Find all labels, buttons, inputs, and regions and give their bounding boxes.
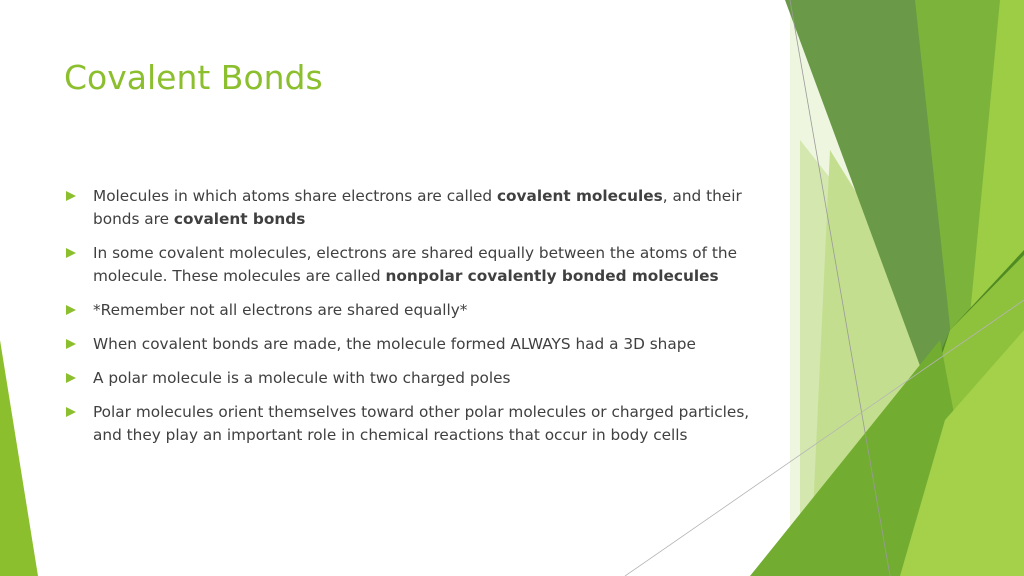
triangle-right-icon xyxy=(66,339,76,349)
bullet-text: When covalent bonds are made, the molecule formed ALWAYS had a 3D shape xyxy=(93,335,696,353)
bullet-text: Molecules in which atoms share electrons are called xyxy=(93,187,497,205)
bullet-text: In some covalent molecules, electrons are shared equally between the atoms of the molecule. These molecules are called xyxy=(93,244,738,285)
bullet-item xyxy=(64,401,774,447)
facet-left-edge xyxy=(0,340,38,576)
bullet-text: Polar molecules orient themselves toward other polar molecules or charged particles, and they play an important role in chemical reactions that occur in body cells xyxy=(93,403,750,444)
bullet-item xyxy=(64,299,774,322)
bullet-item xyxy=(64,242,774,288)
bullet-item xyxy=(64,367,774,390)
triangle-right-icon xyxy=(66,373,76,383)
bullet-item xyxy=(64,185,774,231)
triangle-right-icon xyxy=(66,191,76,201)
slide-title: Covalent Bonds xyxy=(64,58,323,97)
bullet-text: A polar molecule is a molecule with two charged poles xyxy=(93,369,511,387)
triangle-right-icon xyxy=(66,248,76,258)
bullet-list xyxy=(64,185,774,458)
triangle-right-icon xyxy=(66,407,76,417)
triangle-right-icon xyxy=(66,305,76,315)
bullet-item xyxy=(64,333,774,356)
bullet-text: , and their bonds are xyxy=(93,187,742,228)
bullet-text: *Remember not all electrons are shared equally* xyxy=(93,301,468,319)
bullet-bold-text: nonpolar covalently bonded molecules xyxy=(385,267,719,285)
bullet-bold-text: covalent bonds xyxy=(173,210,306,228)
bullet-bold-text: covalent molecules xyxy=(496,187,663,205)
